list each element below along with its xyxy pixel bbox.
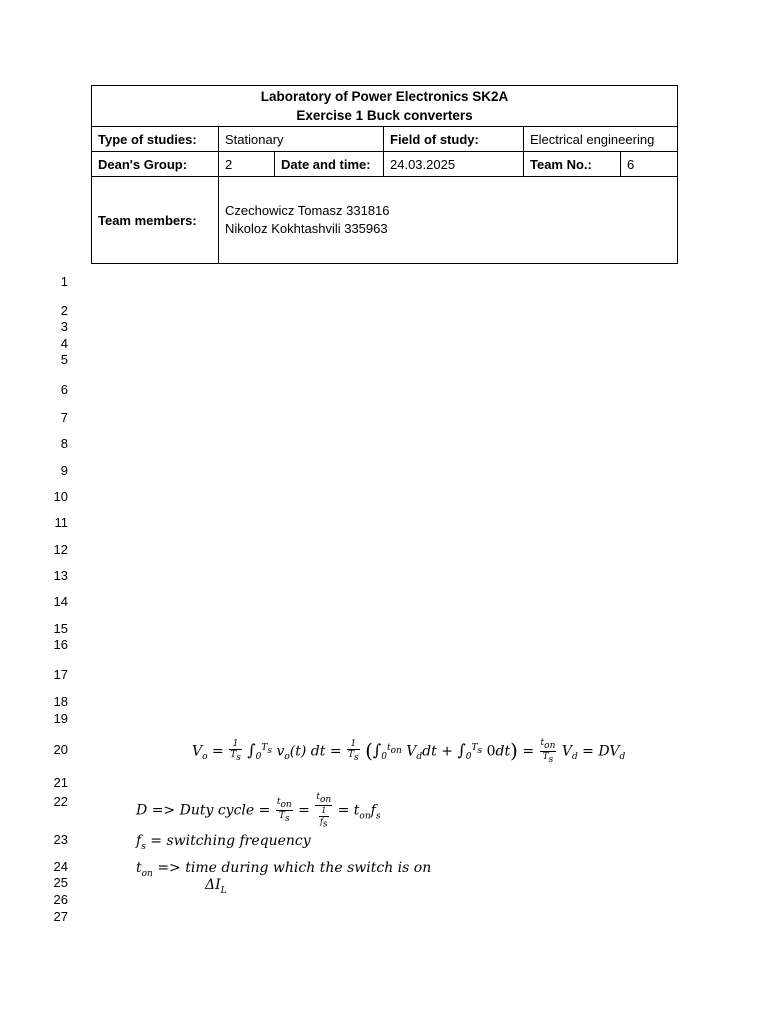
- line-number: 8: [60, 436, 68, 451]
- definition-on-time: [136, 859, 431, 883]
- eq25-text: $\Delta I_L$: [205, 877, 227, 896]
- team-no-value: 6: [621, 152, 678, 177]
- line-number: 23: [53, 832, 68, 847]
- line-number: 7: [60, 410, 68, 425]
- field-of-study-value: Electrical engineering: [524, 127, 678, 152]
- eq23-text: $f_s$ = switching frequency: [136, 833, 311, 852]
- line-number: 6: [60, 382, 68, 397]
- line-number: 3: [60, 319, 68, 334]
- line-number: 11: [54, 515, 68, 530]
- line-number: 9: [60, 463, 68, 478]
- team-member: Nikoloz Kokhtashvili 335963: [225, 221, 388, 236]
- line-number: 13: [53, 568, 68, 583]
- line-number: 20: [53, 742, 68, 757]
- header-title: [92, 86, 678, 127]
- line-number: 10: [53, 489, 68, 504]
- equation-average-output-voltage: $V_o$ = $\frac{1}{T_s}$ $\int_0^{T_s}$ $v_o(t)$ dt = $\frac{1}{T_s}$ ($\int_0^{t_{on}}$ $V_ddt + \int_0^{T_s}$ 0dt) = $\frac{t_{on}}{T_s}$ $V_d = DV_d$: [192, 738, 626, 765]
- deans-group-value: 2: [219, 152, 275, 177]
- header-table: [91, 85, 678, 264]
- team-no-label: Team No.:: [524, 152, 621, 177]
- eq24-text: $t_{on}$ => time during which the switch is on: [136, 860, 432, 879]
- line-number: 2: [60, 303, 68, 318]
- line-number: 17: [53, 667, 68, 682]
- line-number: 12: [53, 542, 68, 557]
- equation-duty-cycle: D => Duty cycle = $\frac{t_{on}}{T_s}$ = $\frac{t_{on}}{\frac{1}{f_s}}$ = $t_{on}f_s$: [136, 792, 381, 830]
- line-number: 25: [53, 875, 68, 890]
- date-time-value: 24.03.2025: [384, 152, 524, 177]
- definition-switching-frequency: [136, 832, 311, 856]
- field-of-study-label: Field of study:: [384, 127, 524, 152]
- type-of-studies-label: Type of studies:: [92, 127, 219, 152]
- team-members-list: [219, 177, 678, 264]
- line-number: 18: [53, 694, 68, 709]
- deans-group-label: Dean's Group:: [92, 152, 219, 177]
- line-number: 19: [53, 711, 68, 726]
- line-number: 4: [60, 336, 68, 351]
- inductor-current-ripple: [205, 876, 227, 900]
- title-line-2: Exercise 1 Buck converters: [296, 108, 473, 123]
- line-number: 14: [53, 594, 68, 609]
- line-number: 5: [60, 352, 68, 367]
- line-number: 15: [53, 621, 68, 636]
- team-members-label: Team members:: [92, 177, 219, 264]
- team-member: Czechowicz Tomasz 331816: [225, 203, 390, 218]
- line-number: 1: [60, 274, 68, 289]
- line-number: 26: [53, 892, 68, 907]
- line-number: 16: [53, 637, 68, 652]
- line-number: 27: [53, 909, 68, 924]
- title-line-1: Laboratory of Power Electronics SK2A: [260, 89, 509, 104]
- type-of-studies-value: Stationary: [219, 127, 384, 152]
- line-number: 21: [53, 775, 68, 790]
- line-number: 24: [53, 859, 68, 874]
- line-number: 22: [53, 794, 68, 809]
- date-time-label: Date and time:: [275, 152, 384, 177]
